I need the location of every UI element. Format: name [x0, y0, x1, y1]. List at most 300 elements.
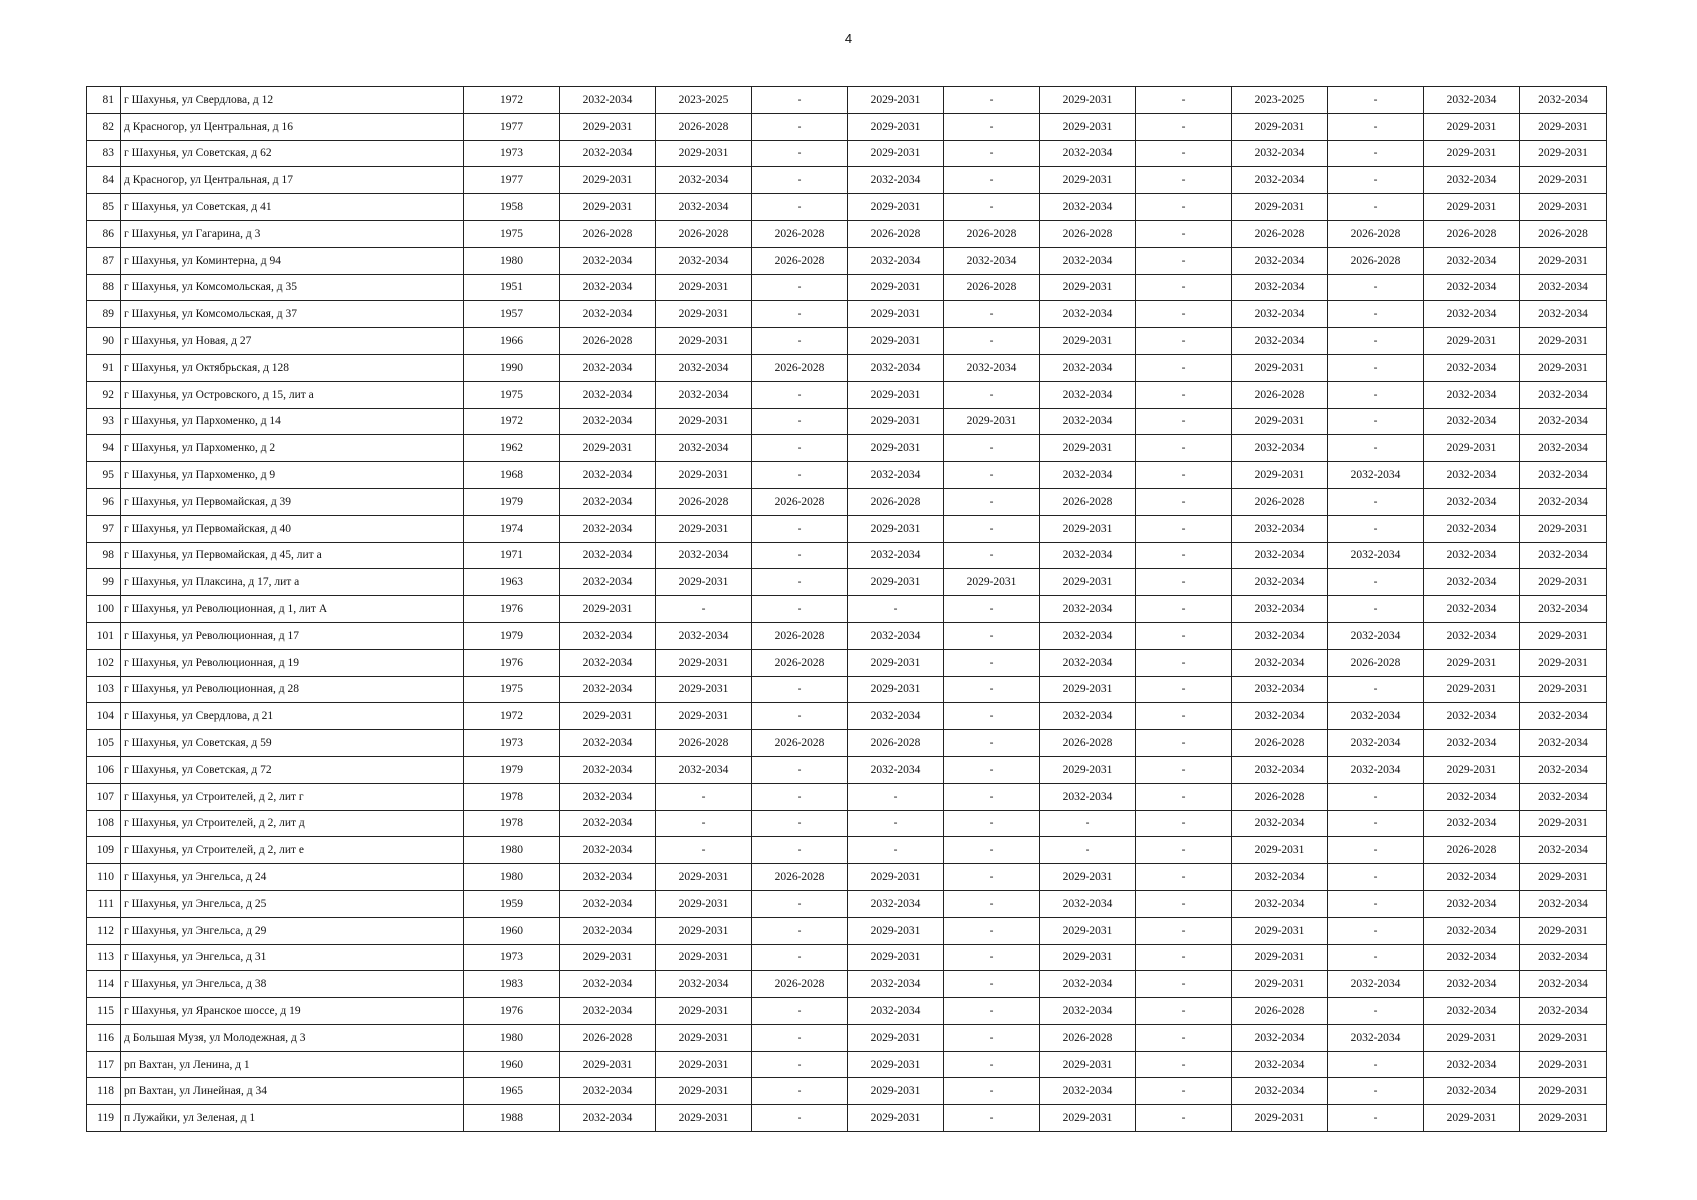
period-cell: 2029-2031	[848, 1024, 944, 1051]
year-built-cell: 1951	[464, 274, 560, 301]
period-cell: -	[1040, 837, 1136, 864]
period-cell: 2032-2034	[560, 247, 656, 274]
period-cell: 2032-2034	[1520, 596, 1607, 623]
period-cell: -	[656, 596, 752, 623]
period-cell: 2032-2034	[1424, 354, 1520, 381]
period-cell: 2029-2031	[656, 274, 752, 301]
address-cell: г Шахунья, ул Комсомольская, д 37	[121, 301, 464, 328]
address-cell: г Шахунья, ул Революционная, д 1, лит А	[121, 596, 464, 623]
period-cell: 2032-2034	[1232, 756, 1328, 783]
table-row	[87, 569, 1607, 596]
period-cell: 2032-2034	[848, 247, 944, 274]
period-cell: -	[1136, 301, 1232, 328]
period-cell: -	[1136, 247, 1232, 274]
period-cell: 2026-2028	[1232, 730, 1328, 757]
period-cell: 2026-2028	[560, 220, 656, 247]
period-cell: 2032-2034	[560, 381, 656, 408]
period-cell: -	[848, 783, 944, 810]
row-number-cell: 113	[87, 944, 121, 971]
year-built-cell: 1966	[464, 328, 560, 355]
table-row	[87, 113, 1607, 140]
period-cell: 2026-2028	[944, 274, 1040, 301]
address-cell: рп Вахтан, ул Линейная, д 34	[121, 1078, 464, 1105]
row-number-cell: 97	[87, 515, 121, 542]
period-cell: 2029-2031	[1424, 113, 1520, 140]
period-cell: -	[1328, 596, 1424, 623]
period-cell: 2026-2028	[1232, 220, 1328, 247]
row-number-cell: 82	[87, 113, 121, 140]
period-cell: 2029-2031	[1520, 649, 1607, 676]
address-cell: г Шахунья, ул Советская, д 62	[121, 140, 464, 167]
period-cell: 2032-2034	[1232, 622, 1328, 649]
table-row	[87, 408, 1607, 435]
period-cell: -	[1136, 649, 1232, 676]
period-cell: 2029-2031	[1424, 1024, 1520, 1051]
period-cell: 2032-2034	[656, 435, 752, 462]
row-number-cell: 106	[87, 756, 121, 783]
period-cell: 2029-2031	[656, 462, 752, 489]
address-cell: рп Вахтан, ул Ленина, д 1	[121, 1051, 464, 1078]
period-cell: -	[1136, 328, 1232, 355]
table-row	[87, 649, 1607, 676]
period-cell: -	[1136, 408, 1232, 435]
period-cell: 2026-2028	[1232, 488, 1328, 515]
period-cell: 2032-2034	[1424, 274, 1520, 301]
table-row	[87, 837, 1607, 864]
row-number-cell: 105	[87, 730, 121, 757]
period-cell: -	[944, 676, 1040, 703]
period-cell: 2032-2034	[560, 837, 656, 864]
period-cell: 2032-2034	[1424, 301, 1520, 328]
period-cell: -	[1328, 113, 1424, 140]
period-cell: 2032-2034	[656, 756, 752, 783]
period-cell: 2029-2031	[1040, 864, 1136, 891]
period-cell: 2029-2031	[848, 408, 944, 435]
period-cell: -	[752, 998, 848, 1025]
address-cell: д Красногор, ул Центральная, д 16	[121, 113, 464, 140]
period-cell: 2029-2031	[848, 944, 944, 971]
period-cell: 2026-2028	[1424, 837, 1520, 864]
year-built-cell: 1979	[464, 488, 560, 515]
period-cell: 2032-2034	[1040, 998, 1136, 1025]
period-cell: 2032-2034	[1520, 783, 1607, 810]
period-cell: -	[944, 381, 1040, 408]
row-number-cell: 114	[87, 971, 121, 998]
year-built-cell: 1977	[464, 167, 560, 194]
address-cell: г Шахунья, ул Советская, д 72	[121, 756, 464, 783]
period-cell: 2029-2031	[656, 408, 752, 435]
period-cell: -	[1328, 1051, 1424, 1078]
period-cell: 2029-2031	[560, 1051, 656, 1078]
period-cell: -	[752, 890, 848, 917]
period-cell: -	[1136, 274, 1232, 301]
period-cell: -	[944, 622, 1040, 649]
period-cell: 2032-2034	[848, 462, 944, 489]
period-cell: -	[944, 328, 1040, 355]
period-cell: -	[848, 596, 944, 623]
period-cell: 2032-2034	[1424, 87, 1520, 114]
period-cell: -	[752, 542, 848, 569]
period-cell: 2032-2034	[848, 167, 944, 194]
period-cell: 2032-2034	[560, 810, 656, 837]
row-number-cell: 88	[87, 274, 121, 301]
period-cell: 2029-2031	[1520, 1105, 1607, 1132]
period-cell: -	[848, 810, 944, 837]
table-row	[87, 167, 1607, 194]
year-built-cell: 1976	[464, 998, 560, 1025]
table-row	[87, 274, 1607, 301]
period-cell: 2029-2031	[656, 1051, 752, 1078]
period-cell: 2032-2034	[656, 354, 752, 381]
row-number-cell: 107	[87, 783, 121, 810]
period-cell: 2032-2034	[1040, 1078, 1136, 1105]
period-cell: -	[1328, 944, 1424, 971]
period-cell: 2029-2031	[944, 569, 1040, 596]
table-row	[87, 140, 1607, 167]
period-cell: -	[944, 756, 1040, 783]
period-cell: -	[752, 301, 848, 328]
period-cell: -	[944, 1024, 1040, 1051]
period-cell: 2029-2031	[1520, 167, 1607, 194]
period-cell: -	[944, 783, 1040, 810]
period-cell: -	[944, 301, 1040, 328]
period-cell: 2026-2028	[1232, 998, 1328, 1025]
period-cell: 2032-2034	[1424, 864, 1520, 891]
period-cell: 2029-2031	[848, 381, 944, 408]
period-cell: -	[944, 113, 1040, 140]
address-cell: г Шахунья, ул Коминтерна, д 94	[121, 247, 464, 274]
row-number-cell: 86	[87, 220, 121, 247]
period-cell: 2032-2034	[560, 676, 656, 703]
period-cell: -	[944, 810, 1040, 837]
address-cell: г Шахунья, ул Комсомольская, д 35	[121, 274, 464, 301]
period-cell: 2029-2031	[848, 649, 944, 676]
period-cell: -	[1136, 596, 1232, 623]
year-built-cell: 1968	[464, 462, 560, 489]
period-cell: 2029-2031	[656, 917, 752, 944]
period-cell: 2026-2028	[1328, 649, 1424, 676]
period-cell: 2029-2031	[1232, 1105, 1328, 1132]
period-cell: 2032-2034	[1232, 676, 1328, 703]
period-cell: 2032-2034	[1328, 756, 1424, 783]
period-cell: 2032-2034	[1232, 274, 1328, 301]
table-row	[87, 462, 1607, 489]
period-cell: 2029-2031	[1520, 194, 1607, 221]
period-cell: -	[944, 890, 1040, 917]
period-cell: 2026-2028	[560, 1024, 656, 1051]
period-cell: 2026-2028	[1232, 381, 1328, 408]
period-cell: 2032-2034	[1232, 596, 1328, 623]
period-cell: 2032-2034	[1424, 622, 1520, 649]
table-row	[87, 381, 1607, 408]
table-row	[87, 247, 1607, 274]
table-row	[87, 998, 1607, 1025]
period-cell: 2026-2028	[752, 971, 848, 998]
address-cell: г Шахунья, ул Октябрьская, д 128	[121, 354, 464, 381]
table-row	[87, 917, 1607, 944]
period-cell: 2029-2031	[848, 87, 944, 114]
period-cell: 2029-2031	[1424, 328, 1520, 355]
period-cell: 2029-2031	[656, 649, 752, 676]
period-cell: 2032-2034	[560, 783, 656, 810]
period-cell: 2026-2028	[1040, 220, 1136, 247]
address-cell: г Шахунья, ул Энгельса, д 38	[121, 971, 464, 998]
period-cell: 2029-2031	[1040, 917, 1136, 944]
address-cell: г Шахунья, ул Новая, д 27	[121, 328, 464, 355]
period-cell: -	[1328, 194, 1424, 221]
period-cell: 2026-2028	[1520, 220, 1607, 247]
period-cell: 2032-2034	[1424, 515, 1520, 542]
period-cell: -	[1136, 703, 1232, 730]
period-cell: 2029-2031	[1520, 676, 1607, 703]
period-cell: -	[1136, 998, 1232, 1025]
period-cell: 2029-2031	[1520, 864, 1607, 891]
period-cell: 2026-2028	[752, 649, 848, 676]
period-cell: -	[1136, 1024, 1232, 1051]
period-cell: -	[1328, 917, 1424, 944]
period-cell: 2029-2031	[1040, 274, 1136, 301]
period-cell: 2032-2034	[1232, 328, 1328, 355]
row-number-cell: 112	[87, 917, 121, 944]
period-cell: -	[1136, 1051, 1232, 1078]
period-cell: 2029-2031	[1232, 944, 1328, 971]
year-built-cell: 1983	[464, 971, 560, 998]
period-cell: 2032-2034	[1520, 435, 1607, 462]
year-built-cell: 1957	[464, 301, 560, 328]
period-cell: -	[1136, 917, 1232, 944]
period-cell: 2029-2031	[1040, 167, 1136, 194]
period-cell: -	[944, 837, 1040, 864]
period-cell: 2029-2031	[656, 998, 752, 1025]
period-cell: -	[944, 515, 1040, 542]
period-cell: -	[944, 1078, 1040, 1105]
period-cell: 2032-2034	[560, 971, 656, 998]
period-cell: 2032-2034	[1232, 569, 1328, 596]
table-row	[87, 676, 1607, 703]
period-cell: 2029-2031	[656, 569, 752, 596]
period-cell: 2032-2034	[560, 998, 656, 1025]
period-cell: 2026-2028	[848, 220, 944, 247]
period-cell: 2029-2031	[1232, 194, 1328, 221]
period-cell: 2032-2034	[1424, 1078, 1520, 1105]
period-cell: 2032-2034	[1040, 140, 1136, 167]
period-cell: 2032-2034	[1232, 301, 1328, 328]
table-row	[87, 596, 1607, 623]
period-cell: 2032-2034	[1328, 622, 1424, 649]
address-cell: г Шахунья, ул Энгельса, д 29	[121, 917, 464, 944]
row-number-cell: 119	[87, 1105, 121, 1132]
period-cell: 2029-2031	[1520, 354, 1607, 381]
period-cell: -	[752, 167, 848, 194]
period-cell: 2032-2034	[1424, 542, 1520, 569]
period-cell: 2029-2031	[1232, 837, 1328, 864]
period-cell: 2032-2034	[1040, 247, 1136, 274]
period-cell: -	[656, 837, 752, 864]
period-cell: 2029-2031	[1040, 756, 1136, 783]
period-cell: 2029-2031	[848, 864, 944, 891]
period-cell: 2032-2034	[1328, 730, 1424, 757]
period-cell: 2026-2028	[1328, 220, 1424, 247]
period-cell: -	[752, 381, 848, 408]
period-cell: 2029-2031	[560, 703, 656, 730]
year-built-cell: 1962	[464, 435, 560, 462]
period-cell: 2032-2034	[1040, 381, 1136, 408]
period-cell: -	[752, 113, 848, 140]
period-cell: -	[752, 1105, 848, 1132]
period-cell: 2032-2034	[1040, 542, 1136, 569]
period-cell: 2029-2031	[848, 515, 944, 542]
row-number-cell: 115	[87, 998, 121, 1025]
table-row	[87, 756, 1607, 783]
period-cell: 2029-2031	[1040, 1105, 1136, 1132]
row-number-cell: 102	[87, 649, 121, 676]
year-built-cell: 1979	[464, 622, 560, 649]
period-cell: 2032-2034	[1040, 890, 1136, 917]
period-cell: 2029-2031	[848, 194, 944, 221]
period-cell: 2029-2031	[1040, 113, 1136, 140]
period-cell: 2029-2031	[848, 569, 944, 596]
period-cell: -	[752, 435, 848, 462]
period-cell: 2032-2034	[1520, 488, 1607, 515]
period-cell: -	[944, 596, 1040, 623]
period-cell: 2029-2031	[848, 274, 944, 301]
row-number-cell: 99	[87, 569, 121, 596]
period-cell: -	[1328, 783, 1424, 810]
table-row	[87, 354, 1607, 381]
period-cell: -	[752, 837, 848, 864]
period-cell: 2026-2028	[752, 488, 848, 515]
period-cell: 2032-2034	[1040, 194, 1136, 221]
period-cell: -	[752, 596, 848, 623]
row-number-cell: 110	[87, 864, 121, 891]
period-cell: 2026-2028	[752, 354, 848, 381]
row-number-cell: 92	[87, 381, 121, 408]
address-cell: г Шахунья, ул Свердлова, д 21	[121, 703, 464, 730]
row-number-cell: 116	[87, 1024, 121, 1051]
period-cell: 2032-2034	[560, 917, 656, 944]
period-cell: 2029-2031	[560, 596, 656, 623]
period-cell: 2032-2034	[1040, 462, 1136, 489]
period-cell: 2026-2028	[1040, 1024, 1136, 1051]
period-cell: -	[1136, 676, 1232, 703]
period-cell: -	[1328, 435, 1424, 462]
row-number-cell: 117	[87, 1051, 121, 1078]
period-cell: -	[1136, 730, 1232, 757]
period-cell: -	[1136, 435, 1232, 462]
period-cell: -	[1136, 756, 1232, 783]
period-cell: 2029-2031	[1520, 247, 1607, 274]
period-cell: 2032-2034	[1424, 381, 1520, 408]
address-cell: г Шахунья, ул Революционная, д 19	[121, 649, 464, 676]
period-cell: 2032-2034	[1328, 971, 1424, 998]
period-cell: 2032-2034	[560, 488, 656, 515]
year-built-cell: 1973	[464, 944, 560, 971]
period-cell: -	[752, 1024, 848, 1051]
period-cell: 2032-2034	[1328, 1024, 1424, 1051]
address-cell: г Шахунья, ул Революционная, д 17	[121, 622, 464, 649]
period-cell: -	[1136, 194, 1232, 221]
period-cell: 2032-2034	[848, 890, 944, 917]
period-cell: 2029-2031	[656, 301, 752, 328]
row-number-cell: 109	[87, 837, 121, 864]
address-cell: г Шахунья, ул Строителей, д 2, лит г	[121, 783, 464, 810]
table-row	[87, 890, 1607, 917]
period-cell: 2023-2025	[1232, 87, 1328, 114]
period-cell: 2032-2034	[1520, 944, 1607, 971]
period-cell: 2029-2031	[1424, 649, 1520, 676]
address-cell: г Шахунья, ул Первомайская, д 45, лит а	[121, 542, 464, 569]
period-cell: 2026-2028	[656, 113, 752, 140]
address-cell: г Шахунья, ул Строителей, д 2, лит д	[121, 810, 464, 837]
period-cell: 2029-2031	[656, 1024, 752, 1051]
year-built-cell: 1975	[464, 381, 560, 408]
year-built-cell: 1980	[464, 247, 560, 274]
period-cell: 2032-2034	[1232, 167, 1328, 194]
period-cell: 2032-2034	[1520, 703, 1607, 730]
period-cell: -	[1328, 328, 1424, 355]
address-cell: г Шахунья, ул Советская, д 41	[121, 194, 464, 221]
period-cell: -	[1040, 810, 1136, 837]
period-cell: 2032-2034	[1520, 998, 1607, 1025]
address-cell: г Шахунья, ул Гагарина, д 3	[121, 220, 464, 247]
period-cell: -	[1136, 944, 1232, 971]
period-cell: 2026-2028	[656, 730, 752, 757]
period-cell: -	[944, 864, 1040, 891]
period-cell: 2026-2028	[656, 220, 752, 247]
table-row	[87, 435, 1607, 462]
period-cell: -	[1136, 890, 1232, 917]
address-cell: г Шахунья, ул Пархоменко, д 14	[121, 408, 464, 435]
period-cell: -	[1136, 87, 1232, 114]
year-built-cell: 1960	[464, 1051, 560, 1078]
period-cell: 2032-2034	[560, 354, 656, 381]
address-cell: г Шахунья, ул Советская, д 59	[121, 730, 464, 757]
period-cell: 2032-2034	[1424, 810, 1520, 837]
period-cell: 2032-2034	[560, 87, 656, 114]
period-cell: 2032-2034	[1232, 435, 1328, 462]
period-cell: -	[752, 328, 848, 355]
row-number-cell: 90	[87, 328, 121, 355]
address-cell: г Шахунья, ул Строителей, д 2, лит е	[121, 837, 464, 864]
row-number-cell: 94	[87, 435, 121, 462]
period-cell: 2032-2034	[560, 140, 656, 167]
period-cell: -	[1136, 864, 1232, 891]
period-cell: -	[944, 194, 1040, 221]
period-cell: 2029-2031	[1232, 113, 1328, 140]
period-cell: 2032-2034	[1424, 783, 1520, 810]
repair-schedule-table	[86, 86, 1607, 1132]
period-cell: 2032-2034	[1424, 569, 1520, 596]
period-cell: 2032-2034	[848, 971, 944, 998]
table-row	[87, 220, 1607, 247]
period-cell: -	[944, 649, 1040, 676]
period-cell: 2029-2031	[1040, 435, 1136, 462]
period-cell: 2029-2031	[848, 676, 944, 703]
period-cell: 2032-2034	[1424, 247, 1520, 274]
period-cell: 2029-2031	[1520, 810, 1607, 837]
period-cell: 2032-2034	[1424, 1051, 1520, 1078]
row-number-cell: 108	[87, 810, 121, 837]
table-row	[87, 515, 1607, 542]
year-built-cell: 1973	[464, 730, 560, 757]
period-cell: 2032-2034	[1040, 703, 1136, 730]
period-cell: 2032-2034	[656, 381, 752, 408]
period-cell: 2029-2031	[1520, 917, 1607, 944]
period-cell: 2032-2034	[1520, 756, 1607, 783]
address-cell: г Шахунья, ул Энгельса, д 24	[121, 864, 464, 891]
period-cell: -	[944, 998, 1040, 1025]
period-cell: 2029-2031	[1232, 917, 1328, 944]
